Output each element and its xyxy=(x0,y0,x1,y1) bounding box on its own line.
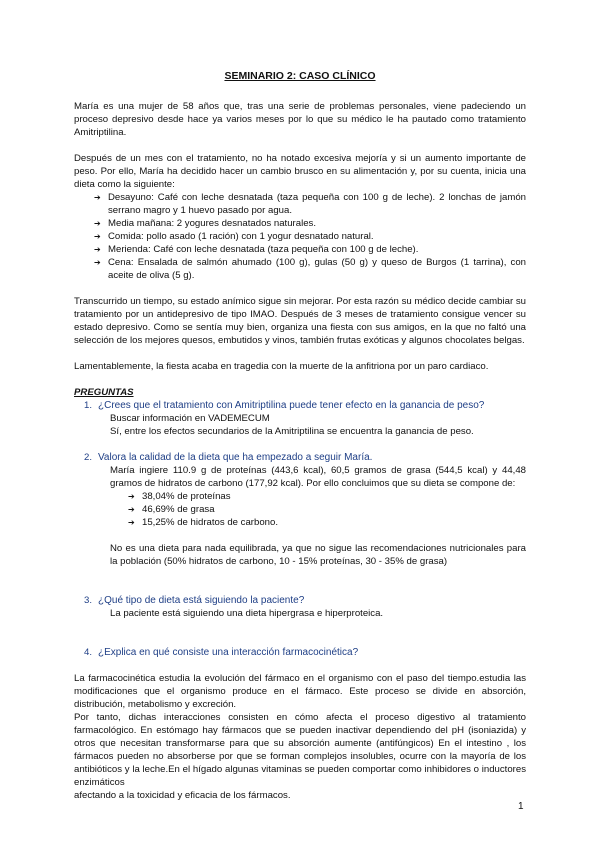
answer-text: La paciente está siguiendo una dieta hipergrasa e hiperproteica. xyxy=(110,608,384,619)
answer-line: Sí, entre los efectos secundarios de la Amitriptilina se encuentra la ganancia de peso. xyxy=(110,426,474,437)
question-number: 2. xyxy=(83,452,92,463)
intro-paragraph: María es una mujer de 58 años que, tras una serie de problemas personales, viene padeciendo un proceso depresivo desde hace ya varios meses por lo que su médico le ha pautado como tratamiento Amitriptilina. xyxy=(74,101,526,138)
question-text: ¿Qué tipo de dieta está siguiendo la paciente? xyxy=(98,595,305,606)
question-2 xyxy=(74,451,526,568)
answer-4-paragraph: Por tanto, dichas interacciones consisten en cómo afecta el proceso digestivo al tratamiento farmacológico. En estómago hay fármacos que se pueden inactivar dependiendo del pH (isoniazida) y otros que necesitan transformarse para que su absorción aumente (antifúngicos) En el intestino , los fármacos pueden no absorberse por que se forman complejos insolubles, ocurre con la mayoría de los antibióticos y la leche.En el hígado algunas vitaminas se pueden comportar como inhibidores o inductores enzimáticos xyxy=(74,712,526,788)
diet-item: ➔ Cena: Ensalada de salmón ahumado (100 g), gulas (50 g) y queso de Burgos (1 tarrina), con aceite de oliva (5 g). xyxy=(94,256,526,282)
diet-item: ➔ Desayuno: Café con leche desnatada (taza pequeña con 100 g de leche). 2 lonchas de jamón serrano magro y 1 huevo pasado por agua. xyxy=(94,191,526,217)
diet-item: ➔ Merienda: Café con leche desnatada (taza pequeña con 100 g de leche). xyxy=(94,243,526,256)
answer-4-paragraph: La farmacocinética estudia la evolución del fármaco en el organismo con el paso del tiempo.estudia las modificaciones que el organismo produce en el fármaco. Este proceso se divide en absorción, distribución, metabolismo y excreción. xyxy=(74,673,526,710)
question-4 xyxy=(74,646,526,659)
answer-text: María ingiere 110.9 g de proteínas (443,6 kcal), 60,5 gramos de grasa (544,5 kcal) y 44,48 gramos de hidratos de carbono (177,92 kcal). Por ello concluimos que su dieta se compone de: xyxy=(110,465,526,489)
answer-conclusion: No es una dieta para nada equilibrada, ya que no sigue las recomendaciones nutricionales para la población (50% hidratos de carbono, 10 - 15% proteínas, 30 - 35% de grasa) xyxy=(110,543,526,567)
question-1 xyxy=(74,399,526,438)
question-3 xyxy=(74,594,526,620)
answer-4-block xyxy=(74,672,526,802)
question-text: ¿Crees que el tratamiento con Amitriptilina puede tener efecto en la ganancia de peso? xyxy=(98,400,485,411)
composition-item: ➔ 46,69% de grasa xyxy=(128,503,526,516)
paragraph-3: Transcurrido un tiempo, su estado anímico sigue sin mejorar. Por esta razón su médico decide cambiar su tratamiento por un antidepresivo de tipo IMAO. Después de 3 meses de tratamiento consigue vencer su estado depresivo. Como se sentía muy bien, organiza una fiesta con sus amigos, en la que no faltó una selección de los mejores quesos, embutidos y vinos, también frutas exóticas y algunos chocolates belgas. xyxy=(74,296,526,346)
diet-item: ➔ Comida: pollo asado (1 ración) con 1 yogur desnatado natural. xyxy=(94,230,526,243)
page-number: 1 xyxy=(518,801,524,812)
composition-item: ➔ 15,25% de hidratos de carbono. xyxy=(128,516,526,529)
question-number: 1. xyxy=(83,400,92,411)
page-title: SEMINARIO 2: CASO CLÍNICO xyxy=(224,70,376,82)
answer-line: Buscar información en VADEMECUM xyxy=(110,413,270,424)
question-number: 3. xyxy=(83,595,92,606)
preguntas-heading: PREGUNTAS xyxy=(74,387,134,398)
paragraph-2: Después de un mes con el tratamiento, no ha notado excesiva mejoría y si un aumento importante de peso. Por ello, María ha decidido hacer un cambio brusco en su alimentación y, por su cuenta, inicia una dieta como la siguiente: xyxy=(74,153,526,190)
diet-item: ➔ Media mañana: 2 yogures desnatados naturales. xyxy=(94,217,526,230)
paragraph-4: Lamentablemente, la fiesta acaba en tragedia con la muerte de la anfitriona por un paro cardiaco. xyxy=(74,361,489,372)
diet-list xyxy=(74,191,526,282)
composition-item: ➔ 38,04% de proteínas xyxy=(128,490,526,503)
question-text: ¿Explica en qué consiste una interacción farmacocinética? xyxy=(98,647,359,658)
question-number: 4. xyxy=(83,647,92,658)
document-page xyxy=(74,70,526,802)
question-text: Valora la calidad de la dieta que ha empezado a seguir María. xyxy=(98,452,373,463)
answer-4-paragraph: afectando a la toxicidad y eficacia de los fármacos. xyxy=(74,790,291,801)
composition-list xyxy=(74,490,526,529)
